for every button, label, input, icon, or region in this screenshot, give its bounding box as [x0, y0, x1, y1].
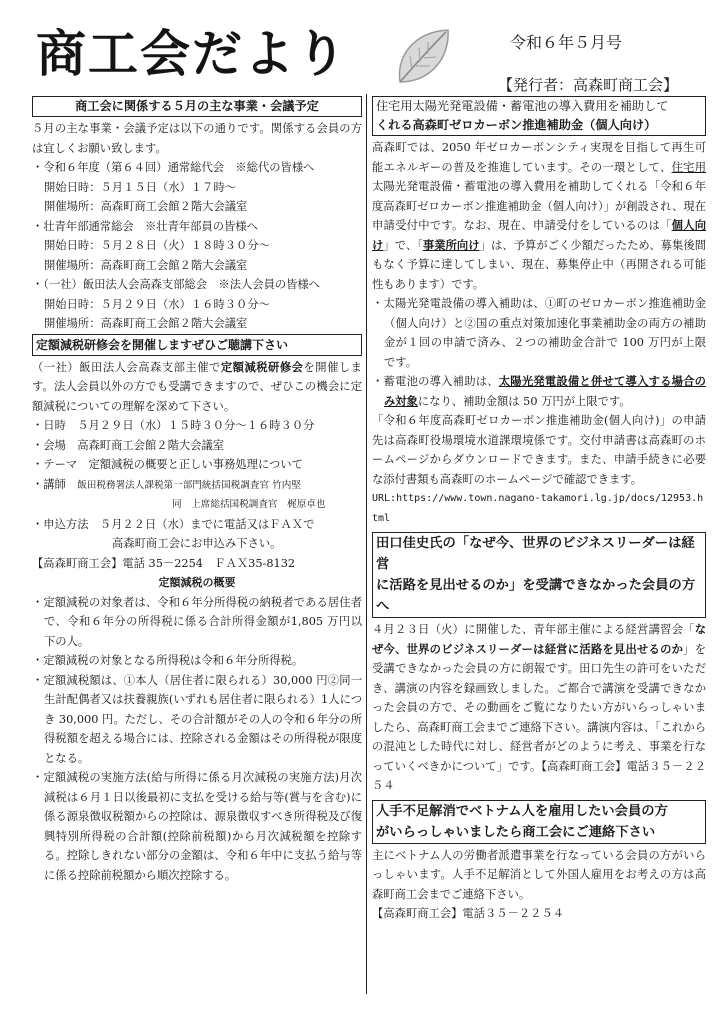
issue-date: 令和６年５月号 — [510, 33, 623, 52]
event-item — [32, 158, 362, 217]
seminar-contact: 【高森町商工会】電話 35－2254 ＦＡＸ35-8132 — [32, 556, 296, 570]
seminar-heading: 定額減税研修会を開催しますぜひご聴講下さい — [32, 334, 362, 356]
lecture-body: ４月２３日（火）に開催した、青年部主催による経営講習会「なぜ今、世界のビジネスリーダーは経営に活路を見出せるのか」を受講できなかった会員の方に朗報です。田口先生の許可をいただき、講演の内容を録画致しました。ご都合で講演を受講できなかった会員の方で、その動画をご覧になりたい方がいらっしゃいましたら、高森町商工会までご連絡下さい。講演内容は、「これからの混沌とした時代に対し、経営者がどのように考え、事業を行なっていくべきかについて」です。【高森町商工会】電話３５－２２５４ — [372, 623, 706, 792]
vietnam-body: 主にベトナム人の労働者派遣事業を行なっている会員の方がいらっしゃいます。人手不足解消として外国人雇用をお考えの方は高森町商工会までご連絡下さい。 — [372, 848, 706, 901]
event-title: ・（一社）飯田法人会高森支部総会 ※法人会員の皆様へ — [32, 278, 321, 291]
vietnam-heading: 人手不足解消でベトナム人を雇用したい会員の方 がいらっしゃいましたら商工会にご連絡下さい — [372, 800, 706, 844]
subsidy-bullet-battery: ・蓄電池の導入補助は、太陽光発電設備と併せて導入する場合のみ対象になり、補助金額は 50 万円が上限です。 — [372, 375, 706, 408]
left-column — [32, 96, 362, 885]
subsidy-url-link[interactable]: URL:https://www.town.nagano-takamori.lg.jp/docs/12953.html — [372, 493, 704, 524]
seminar-date: ・日時 ５月２９日（水）１５時３０分～１６時３０分 — [32, 419, 315, 432]
event-place: 開催場所：高森町商工会館２階大会議室 — [44, 258, 248, 272]
overview-item: ・定額減税の対象者は、令和６年分所得税の納税者である居住者で、令和６年分の所得税に係る合計所得金額が1,805 万円以下の人。 — [32, 595, 362, 648]
seminar-lecturer-2: 同 上席総括国税調査官 梶原卓也 — [172, 499, 326, 510]
overview-heading: 定額減税の概要 — [158, 576, 236, 589]
seminar-lecturer: ・講師 飯田税務署法人課税第一部門統括国税調査官 竹内堅 — [32, 477, 301, 491]
subsidy-application: 「令和６年度高森町ゼロカーボン推進補助金(個人向け)」の申請先は高森町役場環境水道課環境係です。交付申請書は高森町のホームページからダウンロードできます。また、申請手続きに必要な添付書類も高森町のホームページで確認できます。 — [372, 414, 706, 486]
column-divider — [366, 94, 367, 994]
leaf-icon — [392, 26, 452, 88]
event-item — [32, 217, 362, 276]
event-place: 開催場所：高森町商工会館２階大会議室 — [44, 317, 248, 330]
overview-item: ・定額減税額は、①本人（居住者に限られる）30,000 円②同一生計配偶者又は扶養親族(いずれも居住者に限られる）1人につき 30,000 円。ただし、その合計額がその人の令和６年分の所得税額を超える場合には、控除される金額はその所得税が限度となる。 — [32, 673, 362, 765]
masthead-title: 商工会だより — [36, 25, 348, 83]
event-title: ・壮青年部通常総会 ※壮青年部員の皆様へ — [32, 219, 258, 233]
event-time: 開始日時：５月１５日（水）１７時～ — [44, 180, 237, 194]
overview-item: ・定額減税の実施方法(給与所得に係る月次減税の実施方法)月次減税は６月１日以後最初に支払を受ける給与等(賞与を含む)に係る源泉徴収税額からの控除は、源泉徴収すべき所得税及び復興特別所得税の合計額(控除前税額)から月次減税額を控除する。控除しきれない部分の金額は、令和６年中に支払う給与等に係る控除前税額から順次控除する。 — [32, 771, 362, 882]
event-item — [32, 275, 362, 334]
lecture-heading: 田口佳史氏の「なぜ今、世界のビジネスリーダーは経営 に活路を見出せるのか」を受講できなかった会員の方へ — [372, 532, 706, 618]
event-time: 開始日時：５月２８日（火）１８時３０分～ — [44, 239, 270, 252]
event-time: 開始日時：５月２９日（水）１６時３０分～ — [44, 297, 270, 311]
events-intro: ５月の主な事業・会議予定は以下の通りです。関係する会員の方は宜しくお願い致します。 — [32, 122, 362, 155]
seminar-apply-2: 高森町商工会にお申込み下さい。 — [112, 537, 282, 550]
publisher: 【発行者：高森町商工会】 — [498, 76, 679, 94]
seminar-theme: ・テーマ 定額減税の概要と正しい事務処理について — [32, 458, 303, 471]
right-column — [372, 96, 706, 924]
overview-item: ・定額減税の対象となる所得税は令和６年分所得税。 — [32, 654, 304, 667]
event-title: ・令和６年度（第６４回）通常総代会 ※総代の皆様へ — [32, 161, 315, 174]
events-heading: 商工会に関係する５月の主な事業・会議予定 — [32, 96, 362, 117]
seminar-body: （一社）飯田法人会高森支部主催で定額減税研修会を開催します。法人会員以外の方でも受講できますので、ぜひこの機会に定額減税についての理解を深めて下さい。 — [32, 360, 362, 413]
vietnam-contact: 【高森町商工会】電話３５－２２５４ — [372, 907, 565, 920]
subsidy-heading: 住宅用太陽光発電設備・蓄電池の導入費用を補助して くれる高森町ゼロカーボン推進補助金（個人向け） — [372, 96, 706, 136]
seminar-venue: ・会場 高森町商工会館２階大会議室 — [32, 438, 225, 452]
event-place: 開催場所：高森町商工会館２階大会議室 — [44, 200, 248, 213]
seminar-apply: ・申込方法 ５月２２日（水）までに電話又はＦＡＸで — [32, 517, 315, 531]
subsidy-bullet-solar: ・太陽光発電設備の導入補助は、①町のゼロカーボン推進補助金（個人向け）と②国の重点対策加速化事業補助金の両方の補助金が１回の申請で済み、２つの補助金合計で 100 万円が上限です。 — [372, 297, 706, 369]
subsidy-body: 高森町では、2050 年ゼロカーボンシティ実現を目指して再生可能エネルギーの普及を推進しています。その一環として、住宅用太陽光発電設備・蓄電池の導入費用を補助してくれる「令和６年度高森町ゼロカーボン推進補助金（個人向け）」が創設され、現在申請受付中です。なお、現在、申請受付をしているのは「個人向け」で、「事業所向け」は、予算がごく少額だったため、募集後間もなく予算に達してしまい、現在、募集停止中（再開される可能性もあります）です。 — [372, 141, 706, 291]
